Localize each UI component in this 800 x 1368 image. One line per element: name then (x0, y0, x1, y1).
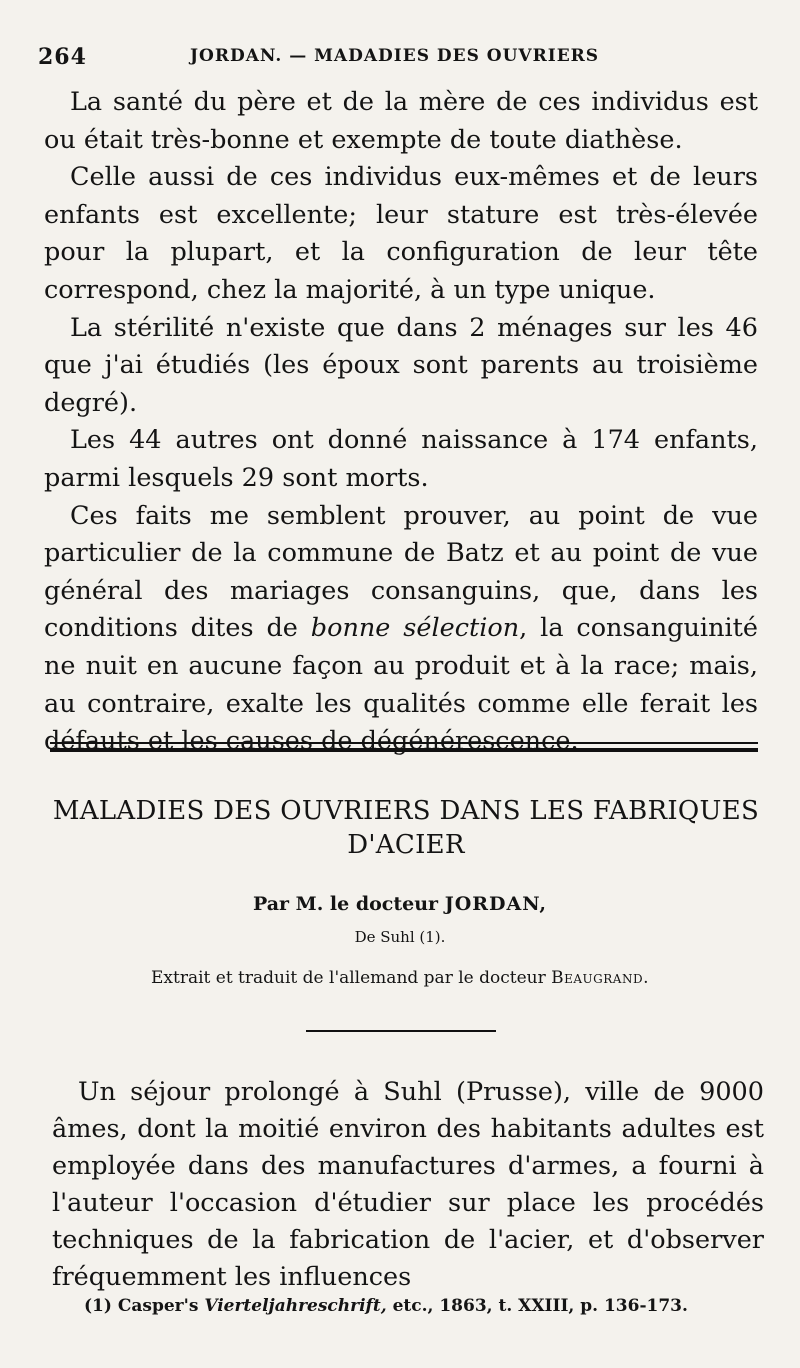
article-body (52, 1074, 764, 1296)
article-title (44, 794, 768, 862)
paragraph: La santé du père et de la mère de ces individus est ou était très-bonne et exempte de toute diathèse. (44, 87, 758, 155)
paragraph-text: Ces faits me semblent prouver, au point de vue particulier de la commune de Batz et au point de vue général des mariages consanguins, que, dans les conditions dites de (44, 500, 758, 644)
article-author (0, 893, 800, 915)
footnote-journal: Vierteljahreschrift, (204, 1296, 387, 1316)
section-divider (50, 742, 758, 752)
footnote (84, 1296, 764, 1316)
footnote-citation: etc., 1863, t. XXIII, p. 136-173. (392, 1296, 688, 1316)
section-consanguinity-conclusion (44, 84, 758, 761)
title-rule (306, 1030, 496, 1032)
translator-name: Beaugrand. (551, 968, 649, 988)
paragraph: Celle aussi de ces individus eux-mêmes et de leurs enfants est excellente; leur stature est très-élevée pour la plupart, et la configuration de leur tête correspond, chez la majorité, à un type unique. (44, 162, 758, 305)
author-place: De Suhl (1). (354, 928, 446, 946)
paragraph: Un séjour prolongé à Suhl (Prusse), ville de 9000 âmes, dont la moitié environ des habitants adultes est employée dans des manufactures d'armes, a fourni à l'auteur l'occasion d'étudier sur place les procédés techniques de la fabrication de l'acier, et d'observer fréquemment les influences (52, 1077, 764, 1292)
translation-prefix: Extrait et traduit de l'allemand par le docteur (151, 968, 546, 988)
translation-credit (0, 968, 800, 988)
italic-term: bonne sélection (310, 613, 520, 644)
article-title-line: MALADIES DES OUVRIERS DANS LES FABRIQUES (52, 796, 760, 826)
page-number: 264 (38, 44, 87, 70)
paragraph (44, 498, 758, 761)
paragraph-text: , la consanguinité ne nuit en aucune façon au produit et à la race; mais, au contraire, exalte les qualités comme elle ferait les défauts et les causes de dégénérescence. (44, 613, 758, 757)
running-title: JORDAN. — MADADIES DES OUVRIERS (190, 46, 600, 66)
article-title-line: D'ACIER (347, 830, 465, 860)
footnote-marker: (1) Casper's (84, 1296, 199, 1316)
paragraph: Les 44 autres ont donné naissance à 174 enfants, parmi lesquels 29 sont morts. (44, 425, 758, 493)
paragraph: La stérilité n'existe que dans 2 ménages sur les 46 que j'ai étudiés (les époux sont parents au troisième degré). (44, 312, 758, 418)
author-name: JORDAN, (444, 893, 548, 915)
author-prefix: Par M. le docteur (252, 893, 439, 915)
